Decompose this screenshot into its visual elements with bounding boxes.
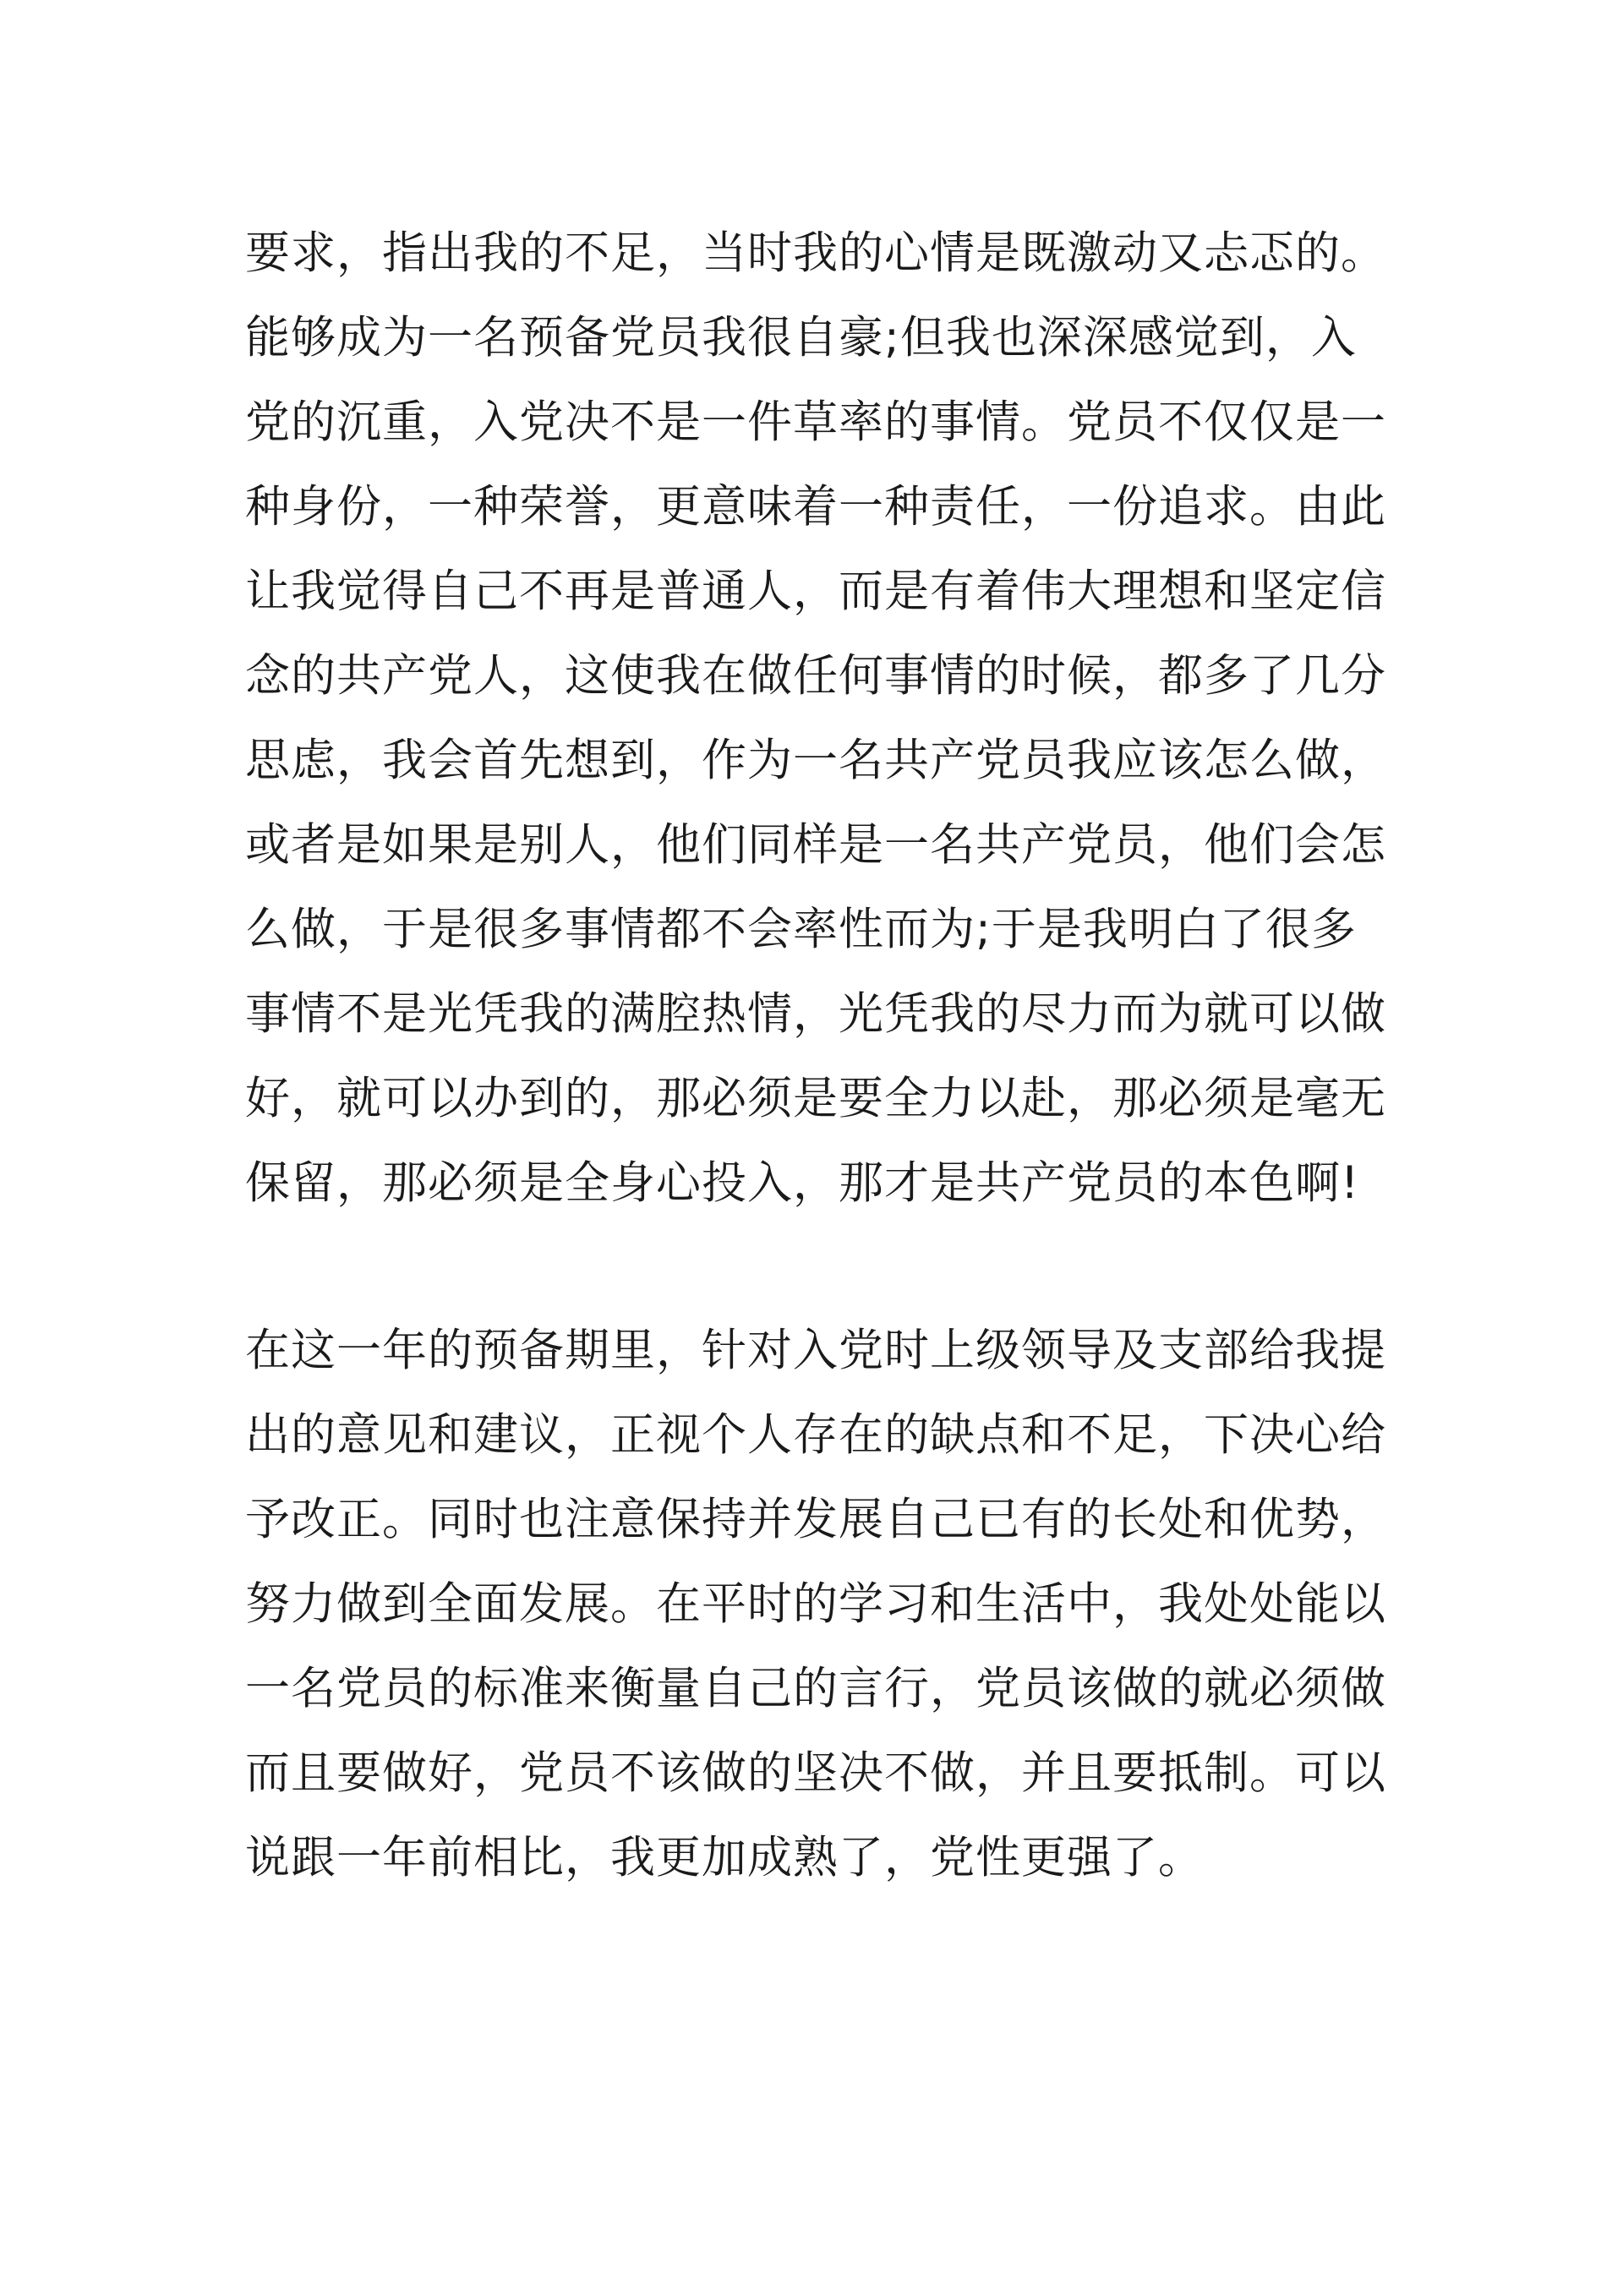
paragraph-1 <box>245 211 1420 1226</box>
text-line: 能够成为一名预备党员我很自豪;但我也深深感觉到，入 <box>245 312 1357 364</box>
text-line: 事情不是光凭我的满腔热情，光凭我的尽力而为就可以做 <box>245 988 1386 1040</box>
document-body <box>245 211 1420 1900</box>
text-line: 努力做到全面发展。在平时的学习和生活中，我处处能以 <box>245 1578 1386 1630</box>
text-line: 在这一年的预备期里，针对入党时上级领导及支部给我提 <box>245 1325 1386 1376</box>
text-line: 要求，指出我的不足，当时我的心情是既激动又忐忑的。 <box>245 227 1386 279</box>
text-line: 予改正。同时也注意保持并发展自己已有的长处和优势， <box>245 1494 1386 1545</box>
text-line: 么做，于是很多事情都不会率性而为;于是我明白了很多 <box>245 904 1357 955</box>
text-line: 党的沉重，入党决不是一件草率的事情。党员不仅仅是一 <box>245 396 1386 448</box>
text-line: 好，就可以办到的，那必须是要全力以赴，那必须是毫无 <box>245 1073 1386 1124</box>
text-line: 说跟一年前相比，我更加成熟了，党性更强了。 <box>245 1832 1204 1883</box>
paragraph-spacer <box>245 1226 1420 1309</box>
text-line: 念的共产党人，这使我在做任何事情的时候，都多了几分 <box>245 650 1386 702</box>
text-line: 或者是如果是别人，他们同样是一名共产党员，他们会怎 <box>245 819 1386 871</box>
text-line: 一名党员的标准来衡量自己的言行，党员该做的就必须做 <box>245 1663 1386 1714</box>
text-line: 保留，那必须是全身心投入，那才是共产党员的本色啊! <box>245 1157 1360 1209</box>
text-line: 让我觉得自己不再是普通人，而是有着伟大理想和坚定信 <box>245 566 1386 617</box>
paragraph-2 <box>245 1309 1420 1900</box>
text-line: 出的意见和建议，正视个人存在的缺点和不足，下决心给 <box>245 1409 1386 1461</box>
text-line: 种身份，一种荣誉，更意味着一种责任，一份追求。由此 <box>245 481 1386 533</box>
text-line: 思虑，我会首先想到，作为一名共产党员我应该怎么做， <box>245 735 1386 786</box>
text-line: 而且要做好，党员不该做的坚决不做，并且要抵制。可以 <box>245 1747 1386 1799</box>
